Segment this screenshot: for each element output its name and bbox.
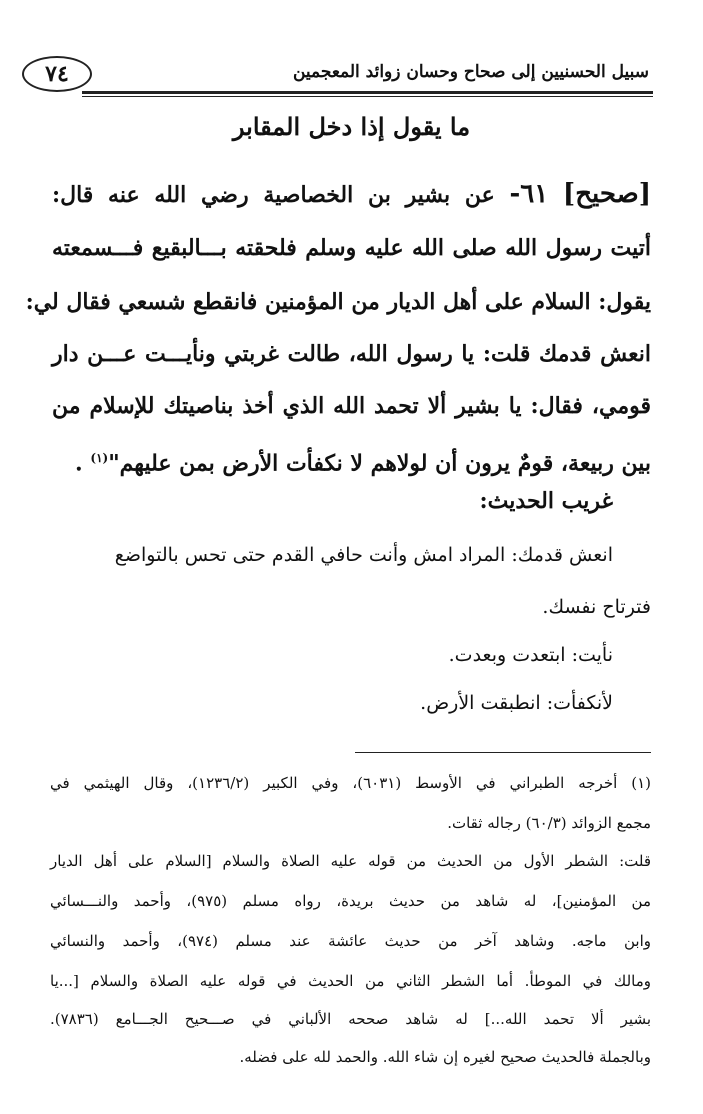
footnote-marker[interactable]: (١) bbox=[90, 451, 109, 465]
footnote-line-8: وبالجملة فالحديث صحيح لغيره إن شاء الله. والحمد لله على فضله. bbox=[239, 1048, 651, 1066]
hadith-line-5: قومي، فقال: يا بشير ألا تحمد الله الذي أخذ بناصيتك للإسلام من bbox=[52, 393, 651, 419]
page-number: ٧٤ bbox=[22, 56, 92, 92]
gloss-3: لأنكفأت: انطبقت الأرض. bbox=[420, 692, 613, 714]
hadith-line-2: أتيت رسول الله صلى الله عليه وسلم فلحقته بـــالبقيع فـــسمعته bbox=[52, 235, 651, 261]
hadith-line-6 bbox=[52, 432, 651, 484]
footnote-line-2: مجمع الزوائد (٦٠/٣) رجاله ثقات. bbox=[447, 814, 651, 832]
footnote-line-6: ومالك في الموطأ. أما الشطر الثاني من الحديث في قوله عليه الصلاة والسلام [...يا bbox=[50, 972, 651, 990]
header-rule-thick bbox=[82, 91, 653, 94]
hadith-line-3: يقول: السلام على أهل الديار من المؤمنين فانقطع شسعي فقال لي: bbox=[25, 289, 651, 315]
hadith-line-6-text: بين ربيعة، قومٌ يرون أن لولاهم لا نكفأت الأرض بمن عليهم" bbox=[108, 450, 651, 477]
running-title: سبيل الحسنيين إلى صحاح وحسان زوائد المعجمين bbox=[292, 62, 649, 82]
hadith-line-1 bbox=[52, 168, 651, 220]
footnote-line-3: قلت: الشطر الأول من الحديث من قوله عليه الصلاة والسلام [السلام على أهل الديار bbox=[50, 852, 651, 870]
gloss-2: نأيت: ابتعدت وبعدت. bbox=[448, 644, 613, 666]
hadith-line-1-text: عن بشير بن الخصاصية رضي الله عنه قال: bbox=[52, 182, 495, 208]
header-rule-thin bbox=[82, 96, 653, 97]
gharib-heading: غريب الحديث: bbox=[479, 488, 613, 514]
hadith-grade: [صحيح] bbox=[562, 179, 651, 209]
footnote-separator bbox=[355, 752, 651, 753]
hadith-line-4: انعش قدمك قلت: يا رسول الله، طالت غربتي ونأيـــت عـــن دار bbox=[52, 341, 651, 367]
hadith-number: ٦١- bbox=[509, 179, 549, 209]
footnote-line-1: (١) أخرجه الطبراني في الأوسط (٦٠٣١)، وفي الكبير (١٢٣٦/٢)، وقال الهيثمي في bbox=[50, 774, 652, 792]
footnote-line-7: بشير ألا تحمد الله...] له شاهد صححه الألباني في صـــحيح الجـــامع (٧٨٣٦). bbox=[50, 1010, 651, 1028]
gloss-1-line-2: فترتاح نفسك. bbox=[542, 596, 651, 618]
hadith-line-6-end: . bbox=[75, 450, 83, 477]
gloss-1-line-1: انعش قدمك: المراد امش وأنت حافي القدم حتى تحس بالتواضع bbox=[114, 544, 613, 566]
footnote-line-5: وابن ماجه. وشاهد آخر من حديث عائشة عند مسلم (٩٧٤)، وأحمد والنسائي bbox=[50, 932, 651, 950]
footnote-line-4: من المؤمنين]، له شاهد من حديث بريدة، رواه مسلم (٩٧٥)، وأحمد والنـــسائي bbox=[50, 892, 651, 910]
chapter-title: ما يقول إذا دخل المقابر bbox=[232, 112, 471, 141]
